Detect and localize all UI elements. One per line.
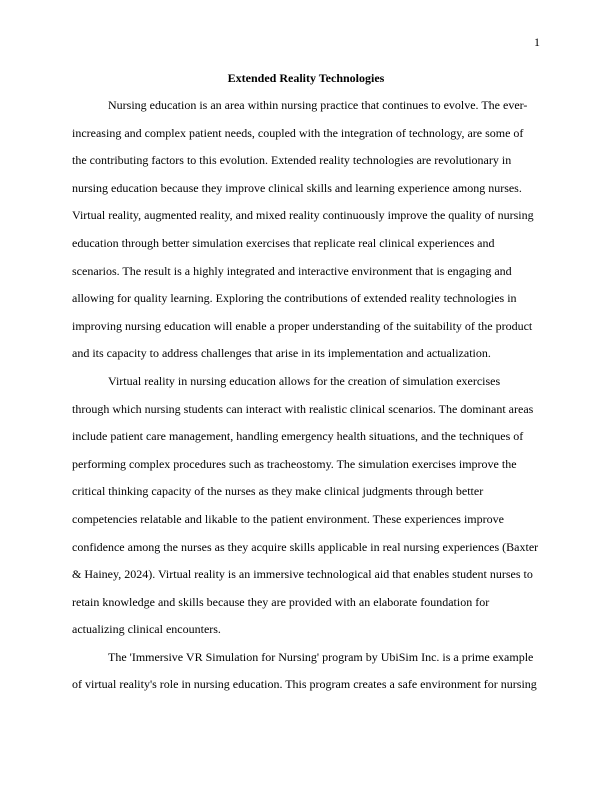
text-line: increasing and complex patient needs, coupled with the integration of technology, are some of (72, 125, 524, 140)
text-line: & Hainey, 2024). Virtual reality is an immersive technological aid that enables student nurses to (72, 567, 533, 582)
text-line: Virtual reality in nursing education allows for the creation of simulation exercises (108, 373, 501, 388)
text-line: improving nursing education will enable a proper understanding of the suitability of the product (72, 318, 533, 333)
text-line: education through better simulation exercises that replicate real clinical experiences and (72, 235, 495, 250)
text-line: allowing for quality learning. Exploring the contributions of extended reality technologies in (72, 291, 517, 306)
paragraph (72, 373, 552, 649)
text-line: actualizing clinical encounters. (72, 622, 221, 637)
text-line: the contributing factors to this evolution. Extended reality technologies are revolutionary in (72, 153, 512, 168)
text-line: retain knowledge and skills because they are provided with an elaborate foundation for (72, 594, 490, 609)
paragraph (72, 649, 552, 704)
text-line: The 'Immersive VR Simulation for Nursing' program by UbiSim Inc. is a prime example (108, 649, 534, 664)
text-line: performing complex procedures such as tracheostomy. The simulation exercises improve the (72, 456, 517, 471)
text-line: Virtual reality, augmented reality, and mixed reality continuously improve the quality of nursing (72, 208, 534, 223)
text-line: Nursing education is an area within nursing practice that continues to evolve. The ever- (108, 98, 528, 112)
text-line: and its capacity to address challenges that arise in its implementation and actualization. (72, 346, 491, 361)
document-body (72, 97, 552, 704)
text-line: include patient care management, handling emergency health situations, and the techniques of (72, 429, 524, 444)
page-number: 1 (534, 35, 540, 49)
text-line: nursing education because they improve clinical skills and learning experience among nurses. (72, 180, 522, 195)
text-line: confidence among the nurses as they acquire skills applicable in real nursing experiences (Baxter (72, 539, 539, 554)
paragraph (72, 97, 552, 373)
text-line: scenarios. The result is a highly integrated and interactive environment that is engaging and (72, 263, 512, 278)
document-title: Extended Reality Technologies (227, 71, 385, 85)
text-line: of virtual reality's role in nursing education. This program creates a safe environment for nursing (72, 677, 537, 692)
text-line: competencies relatable and likable to the patient environment. These experiences improve (72, 511, 504, 526)
text-line: through which nursing students can interact with realistic clinical scenarios. The dominant areas (72, 401, 534, 416)
text-line: critical thinking capacity of the nurses as they make clinical judgments through better (72, 484, 484, 499)
